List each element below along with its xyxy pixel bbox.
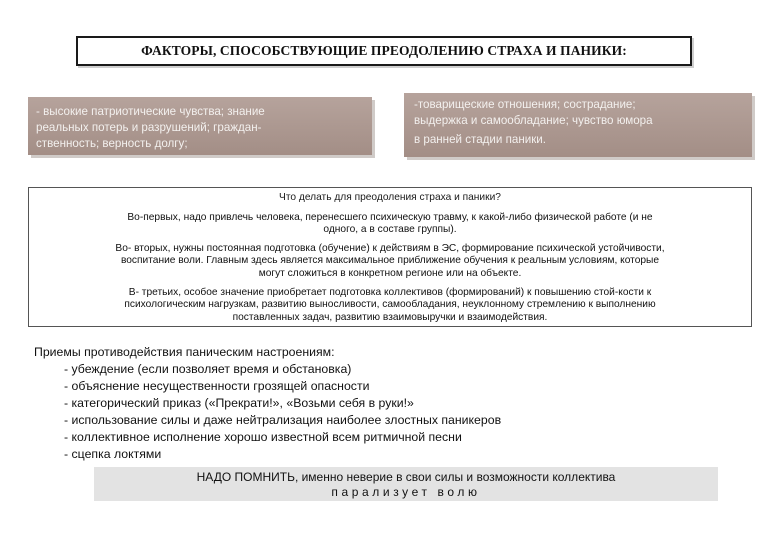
paragraph-line: воспитание воли. Главным здесь является максимальное приближение обучения к реальным условиям, которые	[120, 255, 660, 267]
factor-right-line: в ранней стадии паники.	[414, 133, 546, 146]
methods-heading: Приемы противодействия паническим настроениям:	[34, 345, 335, 359]
methods-section	[34, 344, 734, 463]
paragraph-line: В- третьих, особое значение приобретает подготовка коллективов (формирований) к повышению стой-кости к	[128, 286, 652, 298]
factor-right-line: выдержка и самообладание; чувство юмора	[414, 114, 653, 127]
methods-item: - использование силы и даже нейтрализация наиболее злостных паникеров	[64, 413, 502, 427]
methods-item: - объяснение несущественности грозящей опасности	[64, 379, 370, 393]
paragraph-line: поставленных задач, развитию взаимовыручки и взаимодействия.	[232, 311, 548, 323]
factor-left-line: - высокие патриотические чувства; знание	[36, 105, 265, 118]
factor-left-line: реальных потерь и разрушений; граждан-	[36, 121, 262, 134]
methods-item: - убеждение (если позволяет время и обстановка)	[64, 362, 352, 376]
paragraph-line: Во- вторых, нужны постоянная подготовка (обучение) к действиям в ЭС, формирование психической устойчивости,	[115, 242, 665, 254]
methods-item: - коллективное исполнение хорошо известной всем ритмичной песни	[64, 430, 462, 444]
page-title: ФАКТОРЫ, СПОСОБСТВУЮЩИЕ ПРЕОДОЛЕНИЮ СТРАХА И ПАНИКИ:	[141, 43, 627, 58]
remember-line-1: НАДО ПОМНИТЬ, именно неверие в свои силы и возможности коллектива	[196, 470, 616, 484]
paragraph-first	[39, 212, 741, 237]
factor-box-left	[28, 97, 372, 155]
title-box	[76, 36, 692, 66]
question-box	[28, 187, 752, 327]
paragraph-second	[39, 243, 741, 281]
factor-left-line: ственность; верность долгу;	[36, 137, 188, 150]
paragraph-line: психологическим нагрузкам, развитию выносливости, самообладания, неуклонному стремлению к выполнению	[124, 299, 656, 311]
factor-box-right	[404, 93, 752, 157]
remember-box	[94, 467, 718, 501]
question-title: Что делать для преодоления страха и паники?	[279, 192, 501, 203]
paragraph-line: могут сложиться в конкретном регионе или на объекте.	[258, 267, 522, 279]
paragraph-line: одного, а в составе группы).	[323, 224, 457, 236]
methods-item: - категорический приказ («Прекрати!», «Возьми себя в руки!»	[64, 396, 414, 410]
paragraph-line: Во-первых, надо привлечь человека, перенесшего психическую травму, к какой-либо физической работе (и не	[127, 211, 653, 223]
remember-line-2: парализует волю	[331, 485, 481, 499]
paragraph-third	[39, 287, 741, 325]
methods-item: - сцепка локтями	[64, 447, 162, 461]
factor-right-line: -товарищеские отношения; сострадание;	[414, 98, 636, 111]
